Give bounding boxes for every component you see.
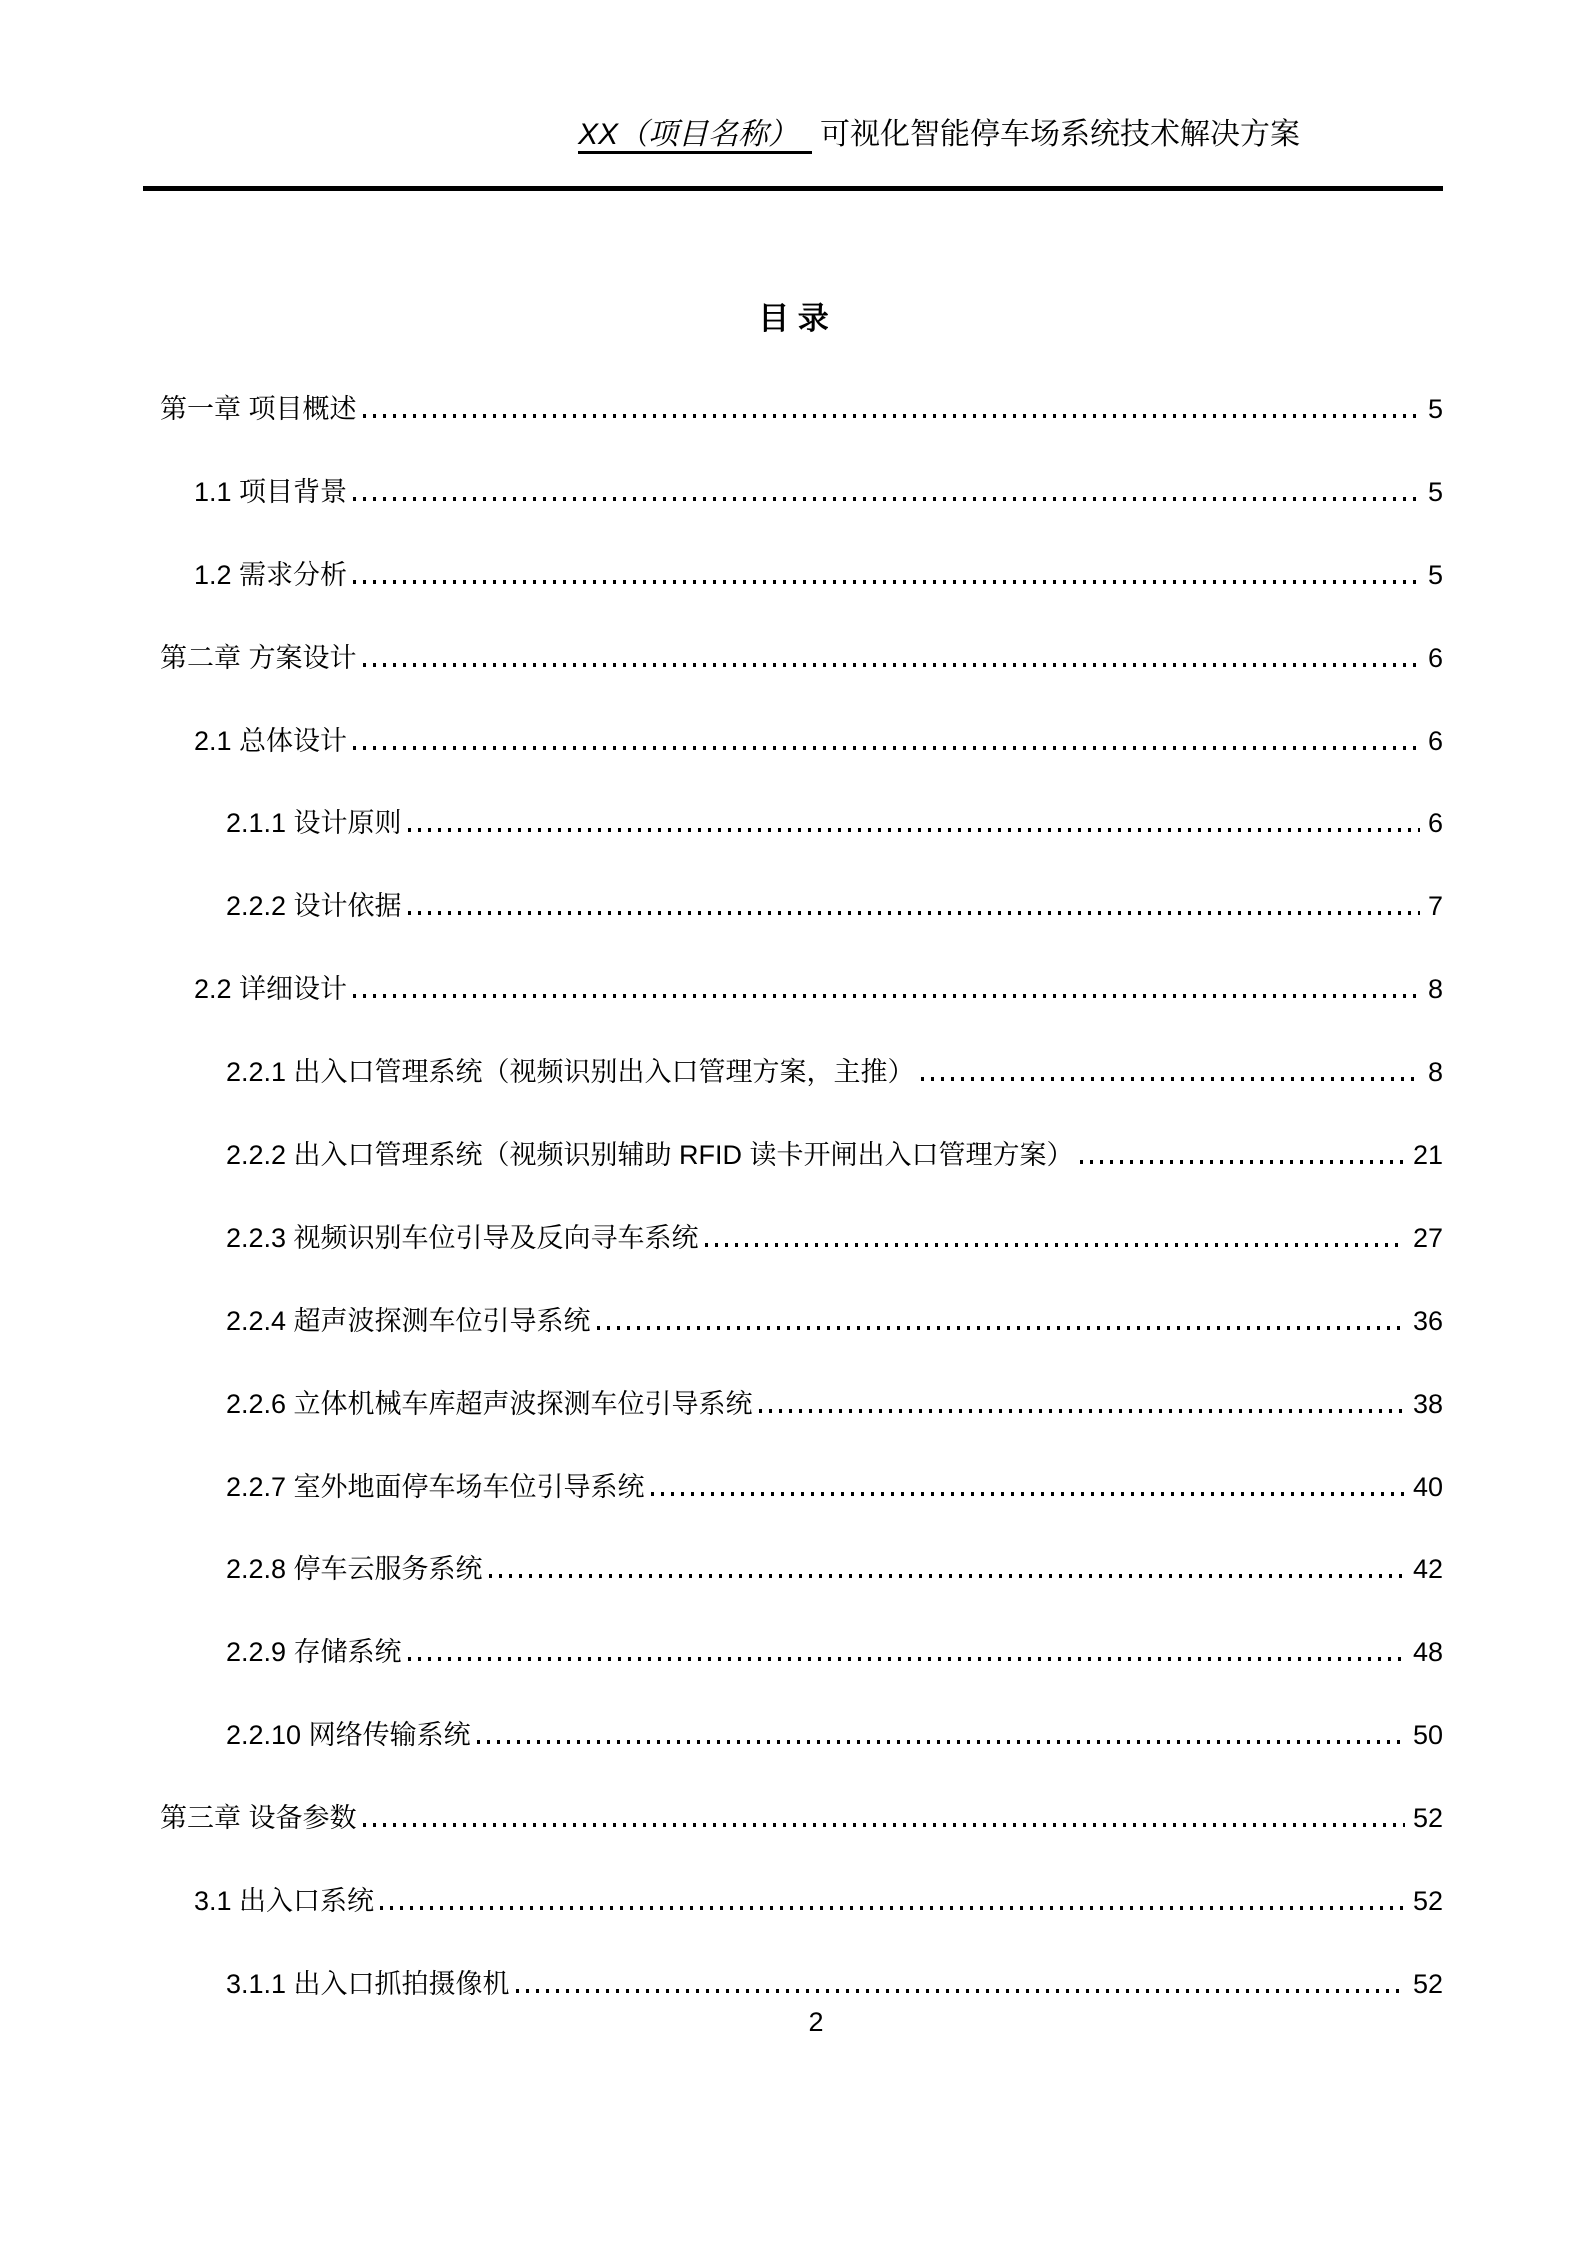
toc-page-number: 48 bbox=[1412, 1637, 1443, 1668]
toc-entry[interactable] bbox=[143, 948, 1443, 1031]
footer-page-number: 2 bbox=[808, 2007, 824, 2037]
toc-entry-label: 2.2.1 出入口管理系统（视频识别出入口管理方案，主推） bbox=[226, 1057, 915, 1088]
toc-entry[interactable] bbox=[143, 782, 1443, 865]
dot-leader bbox=[353, 580, 1420, 584]
dot-leader bbox=[921, 1077, 1420, 1081]
toc-entry[interactable] bbox=[143, 617, 1443, 700]
toc-list bbox=[143, 368, 1443, 2026]
dot-leader bbox=[353, 746, 1420, 750]
toc-entry[interactable] bbox=[143, 1777, 1443, 1860]
toc-page-number: 5 bbox=[1427, 559, 1443, 590]
toc-page-number: 42 bbox=[1412, 1554, 1443, 1585]
toc-entry-label: 2.2.9 存储系统 bbox=[226, 1637, 402, 1668]
toc-page-number: 6 bbox=[1427, 808, 1443, 839]
toc-entry[interactable] bbox=[143, 534, 1443, 617]
toc-entry-label: 2.2.8 停车云服务系统 bbox=[226, 1554, 483, 1585]
dot-leader bbox=[363, 414, 1420, 418]
dot-leader bbox=[353, 497, 1420, 501]
toc-entry-label: 2.2.7 室外地面停车场车位引导系统 bbox=[226, 1471, 645, 1502]
toc-page-number: 40 bbox=[1412, 1471, 1443, 1502]
toc-entry-label: 2.2.6 立体机械车库超声波探测车位引导系统 bbox=[226, 1388, 753, 1419]
toc-page-number: 52 bbox=[1412, 1886, 1443, 1917]
toc-page-number: 50 bbox=[1412, 1720, 1443, 1751]
toc-entry-label: 3.1.1 出入口抓拍摄像机 bbox=[226, 1968, 510, 1999]
page-footer bbox=[0, 2006, 1587, 2038]
dot-leader bbox=[705, 1243, 1405, 1247]
toc-page-number: 7 bbox=[1427, 891, 1443, 922]
dot-leader bbox=[408, 1657, 1405, 1661]
toc-entry[interactable] bbox=[143, 451, 1443, 534]
toc-entry-label: 第二章 方案设计 bbox=[160, 642, 357, 673]
dot-leader bbox=[516, 1989, 1405, 1993]
toc-entry-label: 2.1 总体设计 bbox=[194, 725, 348, 756]
dot-leader bbox=[759, 1409, 1405, 1413]
dot-leader bbox=[489, 1574, 1405, 1578]
toc-page-number: 38 bbox=[1412, 1388, 1443, 1419]
toc-entry-label: 2.2 详细设计 bbox=[194, 974, 348, 1005]
toc-entry-label: 2.2.4 超声波探测车位引导系统 bbox=[226, 1305, 591, 1336]
dot-leader bbox=[477, 1740, 1405, 1744]
toc-entry[interactable] bbox=[143, 1611, 1443, 1694]
dot-leader bbox=[353, 994, 1420, 998]
dot-leader bbox=[651, 1492, 1405, 1496]
toc-entry-label: 2.2.2 设计依据 bbox=[226, 891, 402, 922]
dot-leader bbox=[380, 1906, 1405, 1910]
dot-leader bbox=[408, 828, 1420, 832]
toc-entry[interactable] bbox=[143, 368, 1443, 451]
document-title: 可视化智能停车场系统技术解决方案 bbox=[820, 118, 1301, 151]
toc-page-number: 5 bbox=[1427, 394, 1443, 424]
toc-entry-label: 1.2 需求分析 bbox=[194, 559, 348, 590]
dot-leader bbox=[363, 1823, 1405, 1827]
toc-page-number: 21 bbox=[1412, 1140, 1443, 1171]
toc-entry[interactable] bbox=[143, 1446, 1443, 1529]
header-divider-rule bbox=[143, 186, 1443, 191]
toc-page-number: 8 bbox=[1427, 1057, 1443, 1088]
dot-leader bbox=[363, 663, 1420, 667]
running-header bbox=[578, 112, 1300, 158]
toc-entry[interactable] bbox=[143, 1197, 1443, 1280]
toc-entry-label: 2.2.10 网络传输系统 bbox=[226, 1720, 471, 1751]
toc-entry-label: 第三章 设备参数 bbox=[160, 1803, 357, 1834]
project-name-placeholder: XX（项目名称） bbox=[578, 118, 812, 154]
toc-entry-label: 2.2.3 视频识别车位引导及反向寻车系统 bbox=[226, 1222, 699, 1253]
toc-entry-label: 1.1 项目背景 bbox=[194, 476, 348, 507]
toc-entry[interactable] bbox=[143, 865, 1443, 948]
toc-page-number: 52 bbox=[1412, 1968, 1443, 1999]
toc-entry[interactable] bbox=[143, 1363, 1443, 1446]
toc-entry[interactable] bbox=[143, 1694, 1443, 1777]
toc-entry[interactable] bbox=[143, 700, 1443, 783]
toc-entry[interactable] bbox=[143, 1860, 1443, 1943]
dot-leader bbox=[1080, 1160, 1405, 1164]
toc-entry-label: 第一章 项目概述 bbox=[160, 394, 357, 424]
toc-page-number: 27 bbox=[1412, 1222, 1443, 1253]
toc-page-number: 52 bbox=[1412, 1803, 1443, 1834]
toc-page-number: 5 bbox=[1427, 476, 1443, 507]
toc-page-number: 6 bbox=[1427, 642, 1443, 673]
toc-entry[interactable] bbox=[143, 1114, 1443, 1197]
toc-entry[interactable] bbox=[143, 1528, 1443, 1611]
toc-entry[interactable] bbox=[143, 1280, 1443, 1363]
toc-entry[interactable] bbox=[143, 1031, 1443, 1114]
toc-entry-label: 2.2.2 出入口管理系统（视频识别辅助 RFID 读卡开闸出入口管理方案） bbox=[226, 1140, 1074, 1171]
toc-page-number: 36 bbox=[1412, 1305, 1443, 1336]
dot-leader bbox=[597, 1326, 1405, 1330]
dot-leader bbox=[408, 911, 1420, 915]
toc-page-number: 8 bbox=[1427, 974, 1443, 1005]
toc-entry-label: 2.1.1 设计原则 bbox=[226, 808, 402, 839]
toc-page-number: 6 bbox=[1427, 725, 1443, 756]
toc-entry-label: 3.1 出入口系统 bbox=[194, 1886, 375, 1917]
toc-title: 目 录 bbox=[758, 301, 829, 336]
